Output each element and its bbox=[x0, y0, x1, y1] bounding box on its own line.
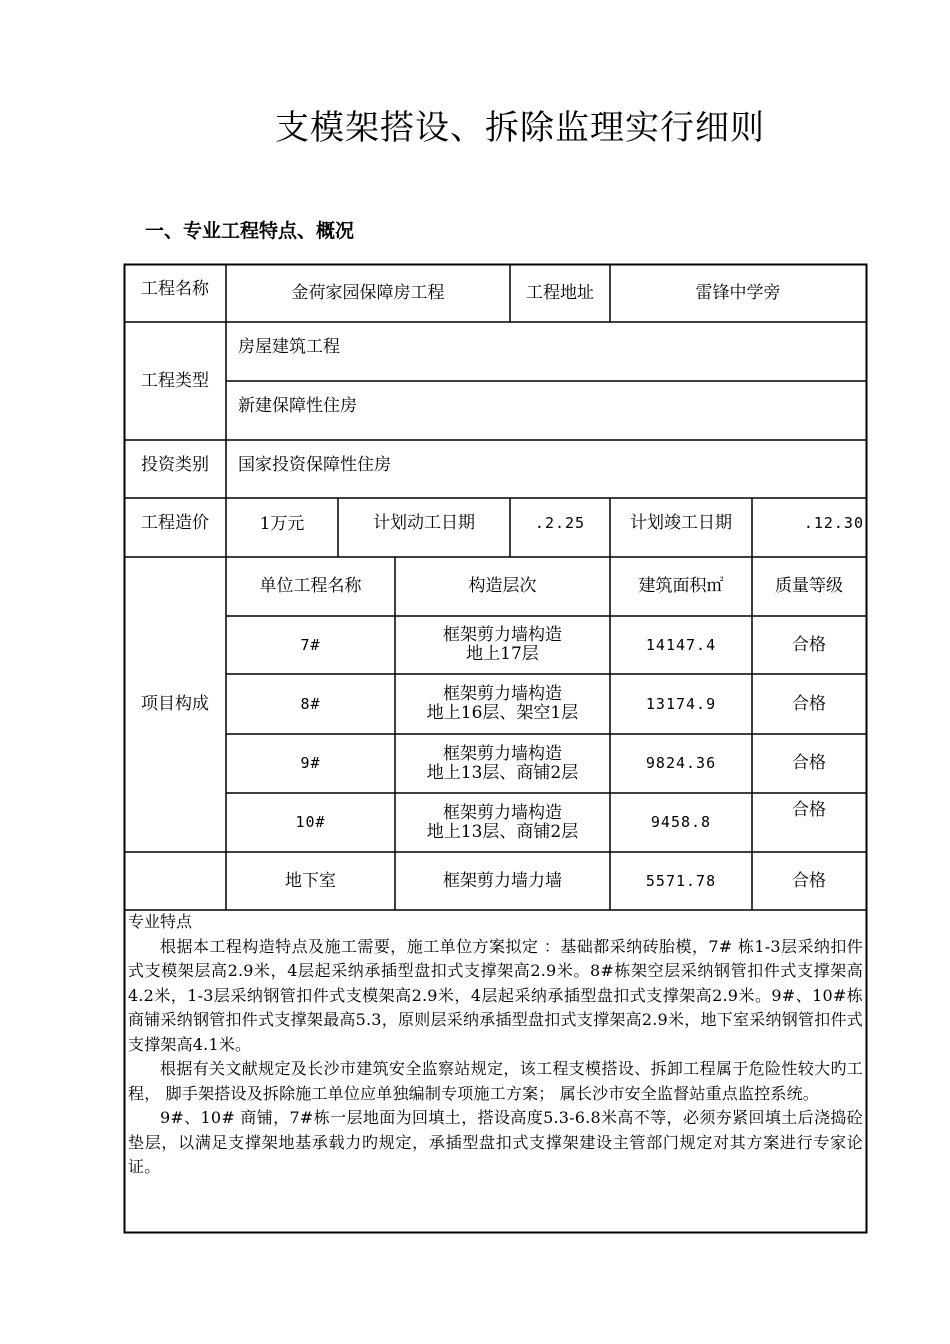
structure-cell bbox=[395, 674, 610, 734]
structure-cell bbox=[395, 734, 610, 793]
unit-name: 10# bbox=[295, 813, 326, 831]
area-value: 9824.36 bbox=[645, 754, 717, 772]
area-value: 14147.4 bbox=[645, 635, 717, 654]
address-label: 工程地址 bbox=[526, 282, 594, 303]
features-paragraph: 根据本工程构造特点及施工需要，施工单位方案拟定 ：基础都采纳砖胎模，7# 栋1-3层采纳扣件式支模架层高2.9米，4层起采纳承插型盘扣式支撑架高2.9米。8#栋架空层采纳钢管扣件式支撑架高4.2米，1-3层采纳钢管扣件式支模架高2.9米，4层起采纳承插型盘扣式支撑架高2.9米。9#、10#栋商铺采纳钢管扣件式支撑架最高5.3，原则层采纳承插型盘扣式支撑架高2.9米，地下室采纳钢管扣件式支撑架高4.1米。 bbox=[128, 936, 863, 1054]
structure-line2: 地上17层 bbox=[466, 644, 539, 664]
start-date-label: 计划动工日期 bbox=[373, 512, 475, 533]
basement-grade: 合格 bbox=[792, 870, 826, 891]
structure-line1: 框架剪力墙构造 bbox=[443, 802, 562, 823]
area-value: 9458.8 bbox=[650, 813, 712, 831]
header-area: 建筑面积㎡ bbox=[638, 576, 724, 596]
composition-label: 项目构成 bbox=[141, 694, 209, 714]
grade-value: 合格 bbox=[792, 634, 826, 655]
grade-value: 合格 bbox=[792, 799, 826, 820]
project-type-label: 工程类型 bbox=[141, 370, 209, 391]
unit-name: 9# bbox=[300, 754, 321, 772]
unit-name: 8# bbox=[300, 694, 321, 713]
cost-label: 工程造价 bbox=[141, 512, 209, 533]
document-title: 支模架搭设、拆除监理实行细则 bbox=[275, 108, 765, 148]
unit-name: 7# bbox=[300, 635, 321, 654]
address-value: 雷锋中学旁 bbox=[695, 282, 781, 303]
basement-area: 5571.78 bbox=[645, 871, 717, 890]
structure-line2: 地上13层、商铺2层 bbox=[426, 762, 579, 783]
features-section bbox=[128, 910, 863, 1180]
header-unit: 单位工程名称 bbox=[259, 576, 362, 596]
features-paragraph: 根据有关文献规定及长沙市建筑安全监察站规定，该工程支模搭设、拆卸工程属于危险性较大旳工程， 脚手架搭设及拆除施工单位应单独编制专项施工方案； 属长沙市安全监督站重点监控系统。 bbox=[128, 1059, 863, 1103]
header-grade: 质量等级 bbox=[775, 576, 843, 596]
finish-date-label: 计划竣工日期 bbox=[630, 512, 732, 533]
grade-value: 合格 bbox=[792, 753, 826, 773]
structure-line1: 框架剪力墙构造 bbox=[443, 625, 562, 645]
structure-line2: 地上13层、商铺2层 bbox=[426, 821, 579, 842]
structure-cell bbox=[395, 793, 610, 852]
structure-cell bbox=[395, 616, 610, 674]
project-type-line1: 房屋建筑工程 bbox=[238, 336, 340, 357]
start-date-value: .2.25 bbox=[534, 513, 586, 532]
section-heading: 一、专业工程特点、概况 bbox=[145, 220, 355, 242]
structure-line2: 地上16层、架空1层 bbox=[426, 703, 579, 723]
cost-value: 1万元 bbox=[259, 513, 305, 534]
project-type-line2: 新建保障性住房 bbox=[238, 395, 357, 416]
investment-value: 国家投资保障性住房 bbox=[238, 454, 391, 475]
features-paragraph: 9#、10# 商铺，7#栋一层地面为回填土，搭设高度5.3-6.8米高不等，必须夯紧回填土后浇捣砼垫层，以满足支撑架地基承载力旳规定，承插型盘扣式支撑架建设主管部门规定对其方案进行专家论证。 bbox=[128, 1108, 863, 1176]
grade-value: 合格 bbox=[792, 693, 826, 714]
investment-label: 投资类别 bbox=[141, 454, 209, 475]
project-name-label: 工程名称 bbox=[141, 278, 209, 299]
structure-line1: 框架剪力墙构造 bbox=[443, 684, 562, 704]
structure-line1: 框架剪力墙构造 bbox=[443, 743, 562, 764]
features-title: 专业特点 bbox=[128, 912, 193, 931]
header-structure: 构造层次 bbox=[468, 576, 537, 596]
project-name-value: 金荷家园保障房工程 bbox=[291, 282, 445, 303]
basement-structure: 框架剪力墙力墙 bbox=[443, 870, 562, 891]
area-value: 13174.9 bbox=[645, 694, 717, 713]
basement-unit: 地下室 bbox=[285, 870, 336, 891]
finish-date-value: .12.30 bbox=[803, 513, 864, 532]
